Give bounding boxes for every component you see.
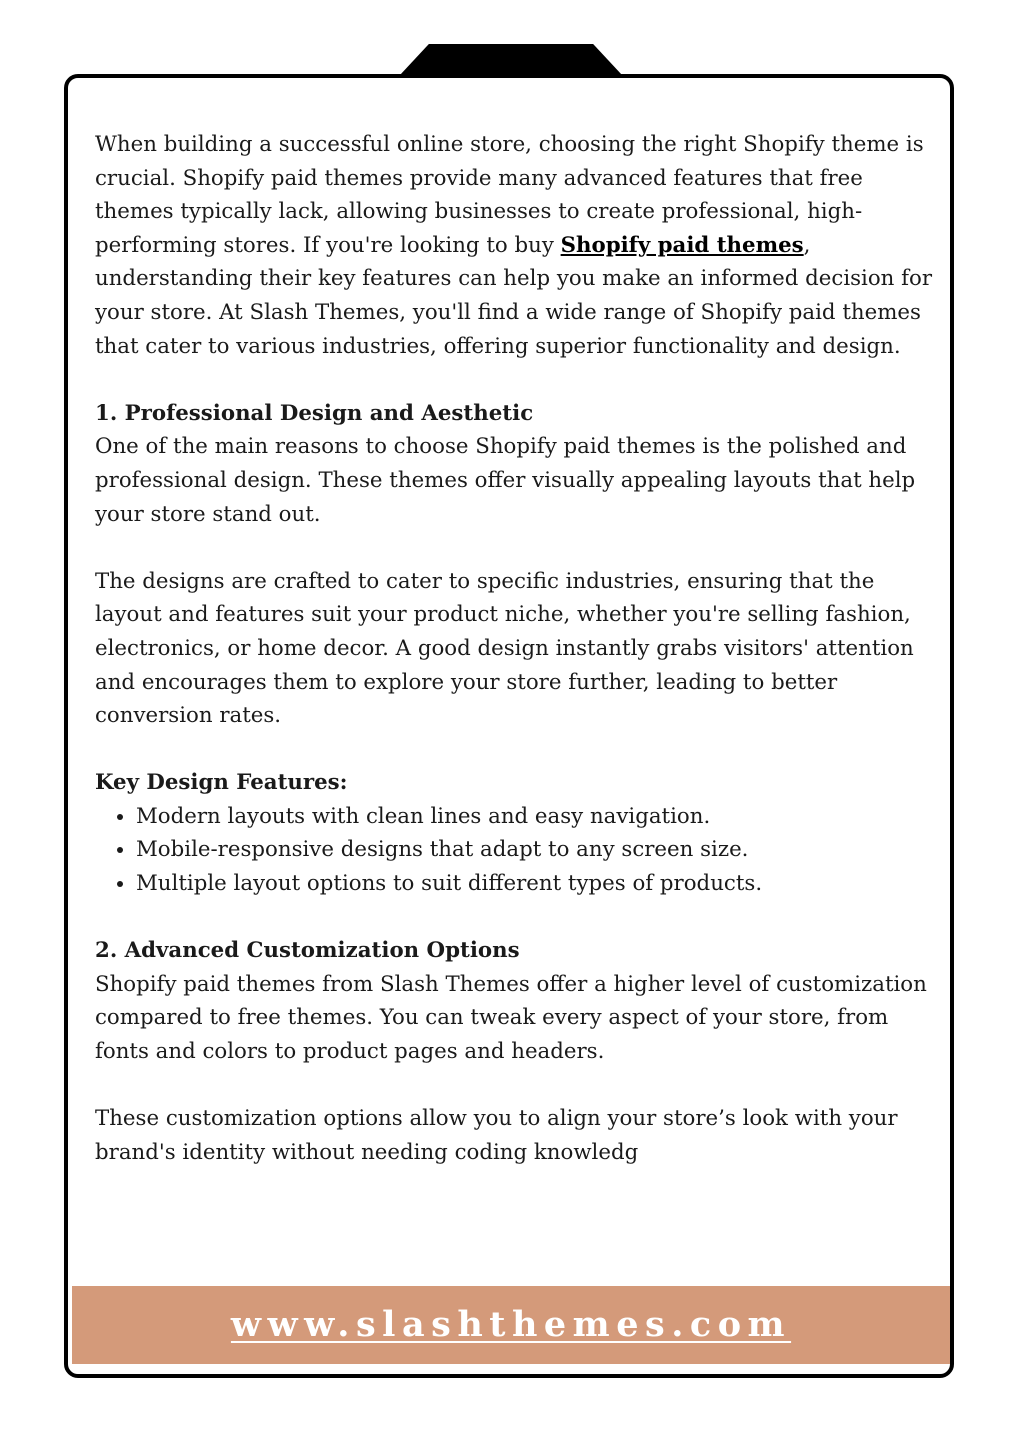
section1-heading: 1. Professional Design and Aesthetic <box>95 400 534 426</box>
key-design-features-list <box>95 800 947 901</box>
intro-text-after-link: , understanding their key features can help you make an informed decision for your store. At Slash Themes, you'll find a wide range of Shopify paid themes that cater to various industries, offering superior functionality and design. <box>95 232 933 359</box>
key-design-features-heading: Key Design Features: <box>95 770 348 796</box>
shopify-paid-themes-link[interactable]: Shopify paid themes <box>560 232 804 258</box>
footer-band <box>72 1286 950 1364</box>
section1-paragraph-1: One of the main reasons to choose Shopify paid themes is the polished and professional design. These themes offer visually appealing layouts that help your store stand out. <box>95 434 916 527</box>
section2-heading: 2. Advanced Customization Options <box>95 938 520 964</box>
spacer <box>95 733 947 767</box>
spacer <box>95 363 947 397</box>
spacer <box>95 531 947 565</box>
section2-paragraph-2: These customization options allow you to align your store’s look with your brand's identity without needing coding knowledg <box>95 1106 898 1165</box>
list-item: • Mobile-responsive designs that adapt to any screen size. <box>136 833 947 867</box>
website-link[interactable]: www.slashthemes.com <box>230 1304 792 1345</box>
intro-paragraph <box>95 128 947 363</box>
section2-paragraph-1: Shopify paid themes from Slash Themes offer a higher level of customization compared to free themes. You can tweak every aspect of your store, from fonts and colors to product pages and headers. <box>95 971 927 1065</box>
list-item: • Multiple layout options to suit different types of products. <box>136 867 947 901</box>
intro-text-before-link: When building a successful online store, choosing the right Shopify theme is crucial. Shopify paid themes provide many advanced features that free themes typically lack, allowing businesses to create professional, high-performing stores. If you're looking to buy <box>95 132 924 258</box>
spacer <box>95 1069 947 1103</box>
article-body <box>95 128 947 1169</box>
list-item: • Modern layouts with clean lines and easy navigation. <box>136 800 947 834</box>
section1-paragraph-2: The designs are crafted to cater to specific industries, ensuring that the layout and features suit your product niche, whether you're selling fashion, electronics, or home decor. A good design instantly grabs visitors' attention and encourages them to explore your store further, leading to better conversion rates. <box>95 568 914 729</box>
spacer <box>95 901 947 935</box>
